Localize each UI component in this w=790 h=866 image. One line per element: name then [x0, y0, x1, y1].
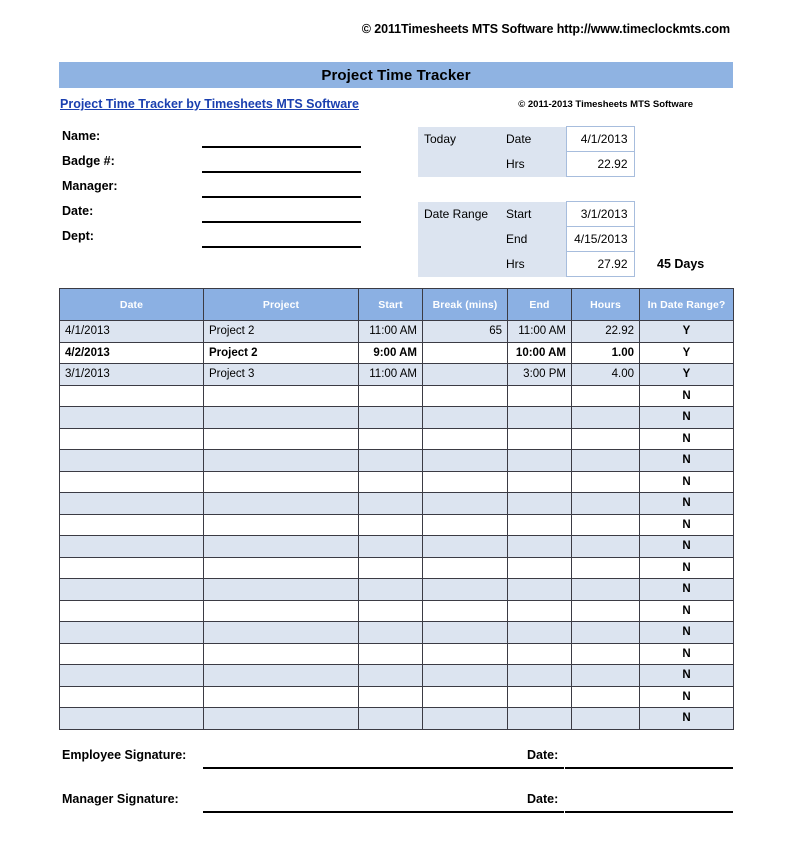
cell-hours[interactable] [572, 450, 640, 472]
cell-in-range[interactable]: N [640, 686, 734, 708]
manager-signature-row [62, 792, 735, 836]
today-hrs-value[interactable]: 22.92 [566, 152, 634, 177]
employee-date-line[interactable] [565, 767, 733, 769]
cell-break[interactable] [423, 643, 508, 665]
manager-date-label: Date: [527, 792, 559, 806]
cell-hours[interactable] [572, 385, 640, 407]
cell-project[interactable] [204, 579, 359, 601]
cell-project[interactable]: Project 2 [204, 321, 359, 343]
table-row[interactable] [60, 364, 734, 386]
cell-project[interactable]: Project 3 [204, 364, 359, 386]
cell-end[interactable] [508, 579, 572, 601]
cell-project[interactable] [204, 428, 359, 450]
cell-in-range[interactable]: N [640, 493, 734, 515]
cell-date[interactable] [60, 600, 204, 622]
cell-start[interactable] [359, 600, 423, 622]
range-hrs-key: Hrs [500, 252, 566, 277]
date-range-summary-panel [418, 201, 635, 277]
cell-end[interactable] [508, 665, 572, 687]
form-row-date [62, 204, 362, 229]
cell-hours[interactable] [572, 622, 640, 644]
cell-end[interactable] [508, 643, 572, 665]
cell-hours[interactable] [572, 514, 640, 536]
today-date-key: Date [500, 127, 566, 152]
range-panel-spacer-2 [418, 252, 500, 277]
cell-start[interactable] [359, 407, 423, 429]
cell-break[interactable]: 65 [423, 321, 508, 343]
employee-info-form [62, 129, 362, 254]
label-manager: Manager: [62, 179, 118, 193]
col-header-in-range[interactable]: In Date Range? [640, 289, 734, 321]
label-date: Date: [62, 204, 94, 218]
employee-signature-row [62, 748, 735, 792]
signature-block [62, 748, 735, 836]
cell-start[interactable]: 11:00 AM [359, 321, 423, 343]
cell-in-range[interactable]: N [640, 708, 734, 730]
manager-signature-label: Manager Signature: [62, 792, 179, 806]
table-row[interactable] [60, 450, 734, 472]
table-row[interactable] [60, 557, 734, 579]
cell-hours[interactable] [572, 686, 640, 708]
cell-end[interactable] [508, 450, 572, 472]
range-hrs-value[interactable]: 27.92 [566, 252, 634, 277]
cell-project[interactable] [204, 708, 359, 730]
today-row-hrs [418, 152, 634, 177]
cell-hours[interactable] [572, 643, 640, 665]
cell-hours[interactable]: 4.00 [572, 364, 640, 386]
cell-break[interactable] [423, 600, 508, 622]
cell-break[interactable] [423, 364, 508, 386]
cell-in-range[interactable]: N [640, 471, 734, 493]
input-line-manager[interactable] [202, 196, 361, 198]
cell-date[interactable] [60, 536, 204, 558]
cell-in-range[interactable]: N [640, 407, 734, 429]
cell-in-range[interactable]: N [640, 450, 734, 472]
cell-in-range[interactable]: Y [640, 364, 734, 386]
table-row[interactable] [60, 536, 734, 558]
table-row[interactable] [60, 471, 734, 493]
cell-hours[interactable] [572, 600, 640, 622]
table-row[interactable] [60, 321, 734, 343]
cell-in-range[interactable]: N [640, 600, 734, 622]
today-panel-spacer [418, 152, 500, 177]
label-badge: Badge #: [62, 154, 115, 168]
cell-start[interactable] [359, 643, 423, 665]
cell-break[interactable] [423, 407, 508, 429]
cell-project[interactable] [204, 557, 359, 579]
table-row[interactable] [60, 385, 734, 407]
cell-date[interactable]: 4/1/2013 [60, 321, 204, 343]
top-copyright-text: © 2011Timesheets MTS Software http://www.timeclockmts.com [361, 22, 730, 36]
cell-end[interactable] [508, 536, 572, 558]
cell-end[interactable] [508, 622, 572, 644]
cell-end[interactable] [508, 407, 572, 429]
cell-date[interactable] [60, 407, 204, 429]
table-row[interactable] [60, 643, 734, 665]
table-row[interactable] [60, 514, 734, 536]
input-line-badge[interactable] [202, 171, 361, 173]
cell-hours[interactable] [572, 471, 640, 493]
cell-project[interactable] [204, 643, 359, 665]
manager-signature-line[interactable] [203, 811, 564, 813]
cell-break[interactable] [423, 557, 508, 579]
form-row-name [62, 129, 362, 154]
page-title: Project Time Tracker [321, 66, 471, 84]
range-row-start [418, 202, 634, 227]
col-header-date[interactable]: Date [60, 289, 204, 321]
link-row [60, 97, 733, 113]
cell-start[interactable] [359, 622, 423, 644]
col-header-break[interactable]: Break (mins) [423, 289, 508, 321]
cell-end[interactable] [508, 385, 572, 407]
cell-hours[interactable] [572, 579, 640, 601]
cell-start[interactable]: 9:00 AM [359, 342, 423, 364]
cell-break[interactable] [423, 514, 508, 536]
cell-start[interactable] [359, 514, 423, 536]
cell-hours[interactable] [572, 536, 640, 558]
cell-in-range[interactable]: N [640, 385, 734, 407]
cell-break[interactable] [423, 471, 508, 493]
cell-start[interactable] [359, 471, 423, 493]
cell-end[interactable] [508, 428, 572, 450]
cell-project[interactable] [204, 686, 359, 708]
col-header-hours[interactable]: Hours [572, 289, 640, 321]
cell-break[interactable] [423, 450, 508, 472]
employee-date-label: Date: [527, 748, 559, 762]
cell-hours[interactable] [572, 708, 640, 730]
cell-break[interactable] [423, 428, 508, 450]
cell-start[interactable]: 11:00 AM [359, 364, 423, 386]
cell-hours[interactable] [572, 665, 640, 687]
cell-break[interactable] [423, 342, 508, 364]
table-row[interactable] [60, 665, 734, 687]
cell-date[interactable]: 4/2/2013 [60, 342, 204, 364]
cell-break[interactable] [423, 493, 508, 515]
cell-start[interactable] [359, 385, 423, 407]
cell-start[interactable] [359, 579, 423, 601]
range-row-hrs [418, 252, 634, 277]
col-header-project[interactable]: Project [204, 289, 359, 321]
timesheet-table [59, 288, 734, 730]
cell-in-range[interactable]: N [640, 557, 734, 579]
cell-project[interactable] [204, 536, 359, 558]
input-line-dept[interactable] [202, 246, 361, 248]
label-dept: Dept: [62, 229, 94, 243]
today-panel-label: Today [418, 127, 500, 152]
today-summary-panel [418, 126, 635, 177]
days-count-note: 45 Days [657, 257, 705, 271]
cell-break[interactable] [423, 665, 508, 687]
cell-date[interactable] [60, 686, 204, 708]
cell-in-range[interactable]: Y [640, 321, 734, 343]
cell-date[interactable] [60, 579, 204, 601]
cell-end[interactable] [508, 708, 572, 730]
range-start-key: Start [500, 202, 566, 227]
cell-project[interactable] [204, 493, 359, 515]
range-start-value[interactable]: 3/1/2013 [566, 202, 634, 227]
table-row[interactable] [60, 493, 734, 515]
manager-date-line[interactable] [565, 811, 733, 813]
cell-start[interactable] [359, 686, 423, 708]
cell-hours[interactable] [572, 428, 640, 450]
timesheet-table-wrap [59, 288, 733, 730]
cell-end[interactable] [508, 686, 572, 708]
cell-date[interactable] [60, 450, 204, 472]
table-row[interactable] [60, 686, 734, 708]
label-name: Name: [62, 129, 101, 143]
cell-date[interactable] [60, 428, 204, 450]
cell-project[interactable]: Project 2 [204, 342, 359, 364]
cell-project[interactable] [204, 450, 359, 472]
cell-hours[interactable] [572, 493, 640, 515]
copyright-small-text: © 2011-2013 Timesheets MTS Software [518, 99, 693, 110]
input-line-date[interactable] [202, 221, 361, 223]
timesheets-software-link[interactable]: Project Time Tracker by Timesheets MTS Software [60, 97, 359, 111]
cell-end[interactable] [508, 514, 572, 536]
table-row[interactable] [60, 708, 734, 730]
cell-in-range[interactable]: Y [640, 342, 734, 364]
cell-end[interactable] [508, 600, 572, 622]
form-row-badge [62, 154, 362, 179]
range-end-value[interactable]: 4/15/2013 [566, 227, 634, 252]
cell-end[interactable]: 11:00 AM [508, 321, 572, 343]
cell-end[interactable]: 3:00 PM [508, 364, 572, 386]
cell-date[interactable] [60, 622, 204, 644]
cell-break[interactable] [423, 536, 508, 558]
cell-date[interactable] [60, 643, 204, 665]
cell-date[interactable] [60, 493, 204, 515]
range-panel-spacer-1 [418, 227, 500, 252]
form-row-manager [62, 179, 362, 204]
col-header-start[interactable]: Start [359, 289, 423, 321]
cell-end[interactable] [508, 557, 572, 579]
title-banner [59, 62, 733, 88]
form-row-dept [62, 229, 362, 254]
cell-hours[interactable] [572, 557, 640, 579]
cell-hours[interactable]: 1.00 [572, 342, 640, 364]
cell-date[interactable]: 3/1/2013 [60, 364, 204, 386]
table-row[interactable] [60, 579, 734, 601]
table-row[interactable] [60, 407, 734, 429]
table-row[interactable] [60, 622, 734, 644]
cell-in-range[interactable]: N [640, 514, 734, 536]
cell-project[interactable] [204, 407, 359, 429]
cell-project[interactable] [204, 622, 359, 644]
cell-break[interactable] [423, 385, 508, 407]
cell-break[interactable] [423, 686, 508, 708]
table-row[interactable] [60, 342, 734, 364]
table-body [60, 321, 734, 730]
cell-in-range[interactable]: N [640, 665, 734, 687]
today-date-value[interactable]: 4/1/2013 [566, 127, 634, 152]
cell-project[interactable] [204, 600, 359, 622]
cell-hours[interactable]: 22.92 [572, 321, 640, 343]
cell-start[interactable] [359, 557, 423, 579]
cell-start[interactable] [359, 450, 423, 472]
cell-end[interactable]: 10:00 AM [508, 342, 572, 364]
cell-in-range[interactable]: N [640, 622, 734, 644]
employee-signature-label: Employee Signature: [62, 748, 187, 762]
today-row-date [418, 127, 634, 152]
cell-break[interactable] [423, 708, 508, 730]
today-hrs-key: Hrs [500, 152, 566, 177]
cell-project[interactable] [204, 471, 359, 493]
cell-project[interactable] [204, 514, 359, 536]
cell-date[interactable] [60, 514, 204, 536]
table-row[interactable] [60, 428, 734, 450]
cell-date[interactable] [60, 665, 204, 687]
employee-signature-line[interactable] [203, 767, 564, 769]
cell-project[interactable] [204, 665, 359, 687]
cell-break[interactable] [423, 622, 508, 644]
cell-in-range[interactable]: N [640, 536, 734, 558]
cell-start[interactable] [359, 493, 423, 515]
cell-end[interactable] [508, 493, 572, 515]
table-row[interactable] [60, 600, 734, 622]
range-row-end [418, 227, 634, 252]
table-header-row [60, 289, 734, 321]
col-header-end[interactable]: End [508, 289, 572, 321]
input-line-name[interactable] [202, 146, 361, 148]
cell-hours[interactable] [572, 407, 640, 429]
cell-in-range[interactable]: N [640, 643, 734, 665]
cell-in-range[interactable]: N [640, 579, 734, 601]
cell-in-range[interactable]: N [640, 428, 734, 450]
range-end-key: End [500, 227, 566, 252]
cell-end[interactable] [508, 471, 572, 493]
cell-date[interactable] [60, 557, 204, 579]
cell-date[interactable] [60, 471, 204, 493]
cell-start[interactable] [359, 428, 423, 450]
cell-start[interactable] [359, 708, 423, 730]
cell-start[interactable] [359, 536, 423, 558]
cell-start[interactable] [359, 665, 423, 687]
cell-date[interactable] [60, 708, 204, 730]
range-panel-label: Date Range [418, 202, 500, 227]
cell-project[interactable] [204, 385, 359, 407]
cell-break[interactable] [423, 579, 508, 601]
cell-date[interactable] [60, 385, 204, 407]
